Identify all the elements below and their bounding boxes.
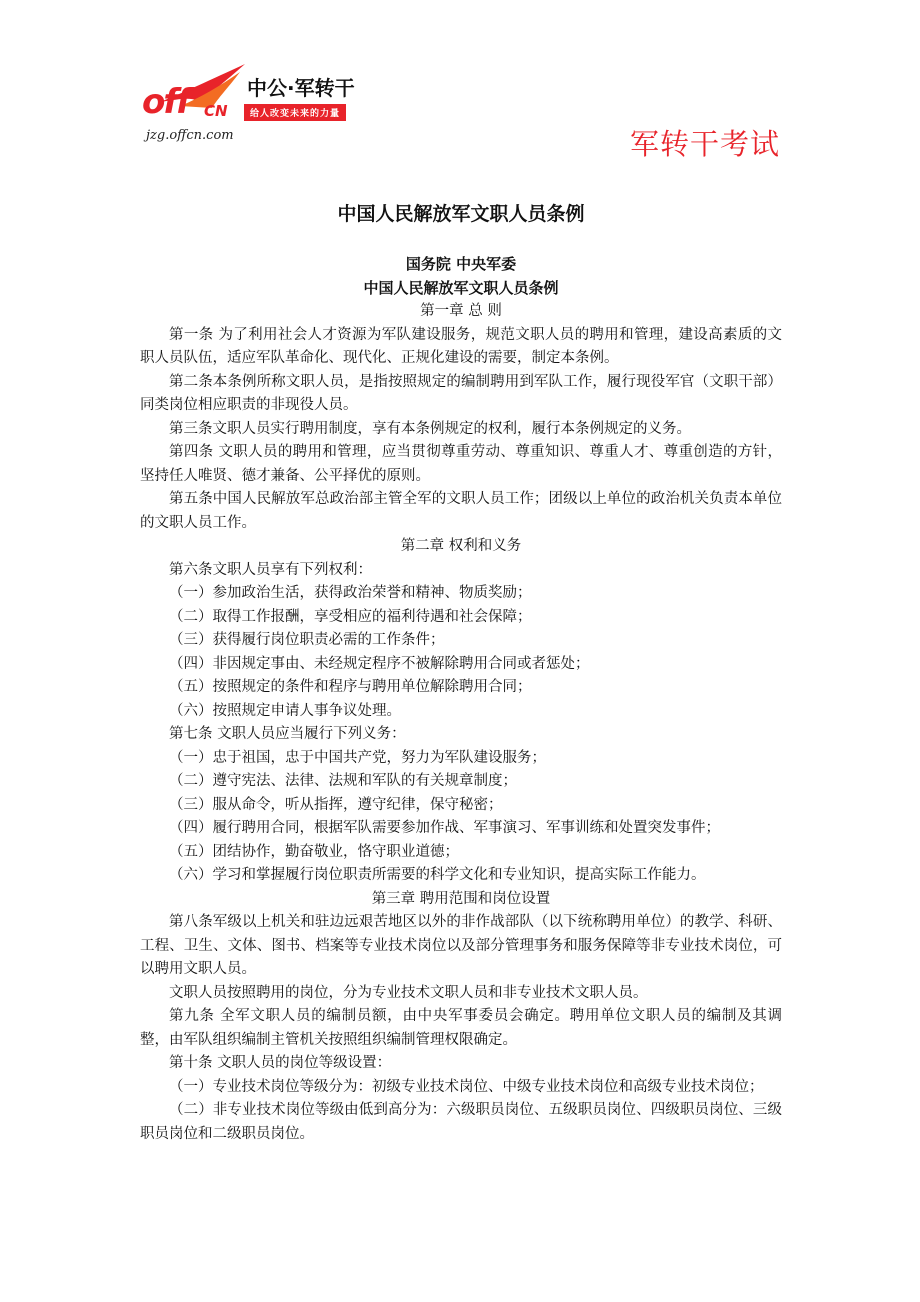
logo-cn-text: CN	[204, 102, 228, 120]
regulation-paragraph: （二）取得工作报酬，享受相应的福利待遇和社会保障；	[169, 608, 532, 625]
regulation-paragraph: （一）参加政治生活，获得政治荣誉和精神、物质奖励；	[169, 585, 532, 601]
regulation-paragraph: （五）团结协作，勤奋敬业，恪守职业道德；	[169, 843, 459, 860]
logo-brand-text: 中公·军转干	[247, 76, 355, 100]
regulation-paragraph: （六）按照规定申请人事争议处理。	[169, 702, 401, 719]
regulation-paragraph: （二）遵守宪法、法律、法规和军队的有关规章制度；	[169, 773, 517, 789]
logo-slogan: 给人改变未来的力量	[244, 104, 346, 121]
document-title: 中国人民解放军文职人员条例	[337, 203, 585, 225]
exam-category-label: 军转干考试	[630, 127, 781, 161]
chapter-heading: 第二章 权利和义务	[400, 538, 522, 554]
regulation-paragraph: 文职人员按照聘用的岗位，分为专业技术文职人员和非专业技术文职人员。	[169, 984, 648, 1001]
document-body	[140, 200, 782, 1146]
regulation-paragraph: 第二条本条例所称文职人员，是指按照规定的编制聘用到军队工作，履行现役军官（文职干部）同类岗位相应职责的非现役人员。	[140, 373, 782, 413]
page-header	[0, 0, 920, 170]
regulation-paragraph: （三）获得履行岗位职责必需的工作条件；	[169, 632, 445, 648]
regulation-text	[140, 300, 782, 1146]
regulation-paragraph: （四）履行聘用合同，根据军队需要参加作战、军事演习、军事训练和处置突发事件；	[169, 820, 720, 836]
regulation-paragraph: （五）按照规定的条件和程序与聘用单位解除聘用合同；	[169, 679, 532, 695]
regulation-paragraph: 第十条 文职人员的岗位等级设置：	[169, 1055, 392, 1071]
regulation-paragraph: 第九条 全军文职人员的编制员额，由中央军事委员会确定。聘用单位文职人员的编制及其调整，由军队组织编制主管机关按照组织编制管理权限确定。	[140, 1008, 782, 1048]
issuing-authority: 国务院 中央军委	[405, 255, 517, 273]
document-subtitle: 中国人民解放军文职人员条例	[363, 279, 559, 297]
regulation-paragraph: 第七条 文职人员应当履行下列义务：	[169, 726, 406, 742]
regulation-paragraph: 第八条军级以上机关和驻边远艰苦地区以外的非作战部队（以下统称聘用单位）的教学、科研、工程、卫生、文体、图书、档案等专业技术岗位以及部分管理事务和服务保障等非专业技术岗位，可以聘用文职人员。	[140, 914, 782, 977]
regulation-paragraph: 第一条 为了利用社会人才资源为军队建设服务，规范文职人员的聘用和管理，建设高素质的文职人员队伍，适应军队革命化、现代化、正规化建设的需要，制定本条例。	[140, 326, 782, 366]
regulation-paragraph: 第四条 文职人员的聘用和管理，应当贯彻尊重劳动、尊重知识、尊重人才、尊重创造的方针，坚持任人唯贤、德才兼备、公平择优的原则。	[140, 444, 782, 484]
regulation-paragraph: （四）非因规定事由、未经规定程序不被解除聘用合同或者惩处；	[169, 655, 590, 672]
regulation-paragraph: （一）忠于祖国，忠于中国共产党，努力为军队建设服务；	[169, 749, 546, 766]
regulation-paragraph: 第三条文职人员实行聘用制度，享有本条例规定的权利，履行本条例规定的义务。	[169, 420, 691, 437]
regulation-paragraph: 第六条文职人员享有下列权利：	[169, 561, 372, 578]
logo-off-text: off	[142, 82, 189, 122]
site-url[interactable]: jzg.offcn.com	[146, 128, 234, 143]
regulation-paragraph: （六）学习和掌握履行岗位职责所需要的科学文化和专业知识，提高实际工作能力。	[169, 867, 706, 883]
offcn-logo[interactable]	[140, 62, 390, 152]
regulation-paragraph: （一）专业技术岗位等级分为：初级专业技术岗位、中级专业技术岗位和高级专业技术岗位；	[169, 1078, 764, 1095]
regulation-paragraph: （三）服从命令，听从指挥，遵守纪律，保守秘密；	[169, 796, 503, 813]
chapter-heading: 第一章 总 则	[420, 303, 502, 319]
regulation-paragraph: （二）非专业技术岗位等级由低到高分为：六级职员岗位、五级职员岗位、四级职员岗位、三级职员岗位和二级职员岗位。	[140, 1102, 782, 1142]
regulation-paragraph: 第五条中国人民解放军总政治部主管全军的文职人员工作；团级以上单位的政治机关负责本单位的文职人员工作。	[140, 491, 782, 531]
chapter-heading: 第三章 聘用范围和岗位设置	[371, 890, 551, 907]
